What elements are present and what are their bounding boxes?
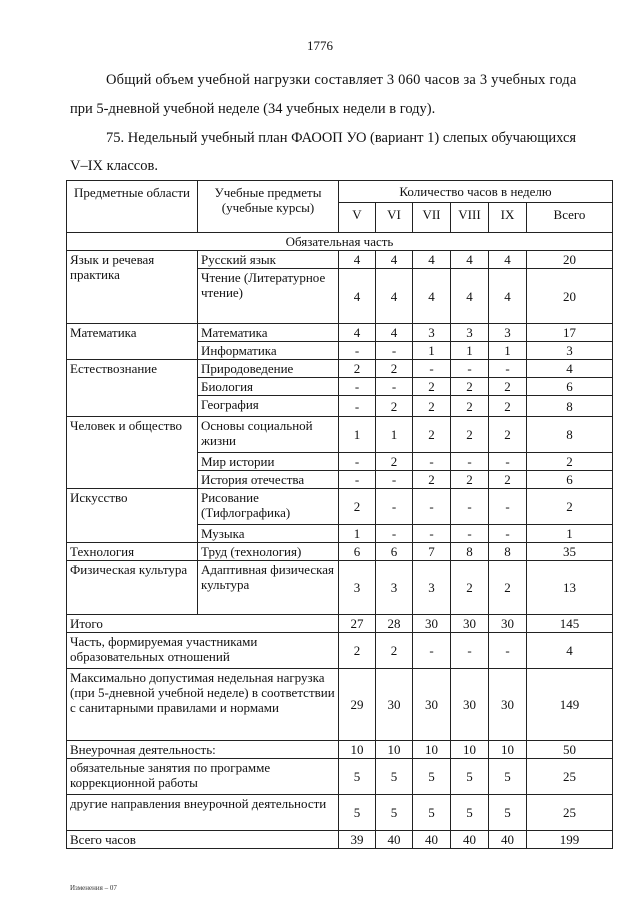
paragraph-plan-title-line1: 75. Недельный учебный план ФАООП УО (вариант 1) слепых обучающихся — [106, 130, 577, 146]
hours-cell: 30 — [376, 669, 413, 741]
summary-row — [67, 795, 613, 831]
hours-cell: 4 — [451, 269, 489, 324]
subject-cell: Чтение (Литературное чтение) — [198, 269, 339, 324]
hours-cell: - — [413, 525, 451, 543]
subject-cell: Основы социальной жизни — [198, 417, 339, 453]
summary-row — [67, 633, 613, 669]
hours-cell: 8 — [451, 543, 489, 561]
hours-cell: - — [376, 342, 413, 360]
hours-cell: - — [339, 342, 376, 360]
hours-cell: - — [451, 489, 489, 525]
hours-cell: 3 — [339, 561, 376, 615]
paragraph-load-line1: Общий объем учебной нагрузки составляет 3 060 часов за 3 учебных года — [106, 72, 577, 88]
summary-label: другие направления внеурочной деятельности — [67, 795, 339, 831]
hours-cell: 10 — [339, 741, 376, 759]
hours-cell: 5 — [339, 759, 376, 795]
hours-cell: 8 — [489, 543, 527, 561]
hours-cell: 2 — [451, 417, 489, 453]
header-areas: Предметные области — [67, 181, 198, 233]
hours-cell: - — [339, 471, 376, 489]
hours-cell: 4 — [376, 269, 413, 324]
hours-cell: 5 — [451, 759, 489, 795]
area-cell: Технология — [67, 543, 198, 561]
hours-cell: 4 — [413, 269, 451, 324]
hours-cell: 2 — [339, 489, 376, 525]
subject-cell: Информатика — [198, 342, 339, 360]
page-number: 1776 — [307, 38, 333, 53]
hours-cell: - — [376, 378, 413, 396]
total-cell: 25 — [527, 759, 613, 795]
hours-cell: 40 — [413, 831, 451, 849]
hours-cell: 2 — [489, 396, 527, 417]
grade-ix: IX — [489, 203, 527, 233]
header-subjects: Учебные предметы (учебные курсы) — [198, 181, 339, 233]
hours-cell: 5 — [413, 759, 451, 795]
subject-cell: Математика — [198, 324, 339, 342]
hours-cell: 2 — [376, 453, 413, 471]
hours-cell: 2 — [376, 633, 413, 669]
hours-cell: 39 — [339, 831, 376, 849]
grade-vii: VII — [413, 203, 451, 233]
summary-row — [67, 759, 613, 795]
table-row — [67, 561, 613, 615]
footer-revision-note: Изменения – 07 — [70, 884, 117, 892]
hours-cell: 2 — [451, 396, 489, 417]
total-cell: 6 — [527, 471, 613, 489]
hours-cell: 1 — [451, 342, 489, 360]
hours-cell: - — [413, 489, 451, 525]
hours-cell: - — [376, 471, 413, 489]
total-cell: 17 — [527, 324, 613, 342]
hours-cell: 2 — [451, 378, 489, 396]
hours-cell: 2 — [376, 396, 413, 417]
hours-cell: - — [489, 453, 527, 471]
subject-cell: Труд (технология) — [198, 543, 339, 561]
hours-cell: 2 — [489, 417, 527, 453]
table-row — [67, 417, 613, 453]
hours-cell: 5 — [376, 795, 413, 831]
table-row — [67, 324, 613, 342]
summary-label: Внеурочная деятельность: — [67, 741, 339, 759]
hours-cell: 30 — [451, 615, 489, 633]
summary-label: Всего часов — [67, 831, 339, 849]
hours-cell: 2 — [339, 360, 376, 378]
hours-cell: 6 — [376, 543, 413, 561]
hours-cell: 2 — [489, 471, 527, 489]
area-cell: Искусство — [67, 489, 198, 543]
hours-cell: 4 — [451, 251, 489, 269]
total-cell: 199 — [527, 831, 613, 849]
hours-cell: 4 — [489, 251, 527, 269]
hours-cell: - — [451, 633, 489, 669]
hours-cell: 7 — [413, 543, 451, 561]
hours-cell: 40 — [451, 831, 489, 849]
table-row — [67, 543, 613, 561]
grade-vi: VI — [376, 203, 413, 233]
hours-cell: 4 — [489, 269, 527, 324]
total-cell: 25 — [527, 795, 613, 831]
hours-cell: 30 — [489, 669, 527, 741]
summary-row — [67, 741, 613, 759]
hours-cell: 2 — [413, 471, 451, 489]
hours-cell: 10 — [413, 741, 451, 759]
hours-cell: 30 — [413, 615, 451, 633]
hours-cell: 29 — [339, 669, 376, 741]
hours-cell: 2 — [413, 396, 451, 417]
total-cell: 4 — [527, 360, 613, 378]
hours-cell: 2 — [451, 471, 489, 489]
header-row — [67, 181, 613, 203]
hours-cell: 1 — [413, 342, 451, 360]
hours-cell: 5 — [413, 795, 451, 831]
hours-cell: 1 — [376, 417, 413, 453]
hours-cell: 2 — [489, 561, 527, 615]
table-row — [67, 360, 613, 378]
subject-cell: География — [198, 396, 339, 417]
hours-cell: 40 — [489, 831, 527, 849]
total-cell: 50 — [527, 741, 613, 759]
hours-cell: 4 — [376, 251, 413, 269]
hours-cell: 27 — [339, 615, 376, 633]
hours-cell: 5 — [451, 795, 489, 831]
hours-cell: 10 — [451, 741, 489, 759]
total-cell: 20 — [527, 251, 613, 269]
hours-cell: - — [489, 489, 527, 525]
subject-cell: Русский язык — [198, 251, 339, 269]
hours-cell: 3 — [413, 561, 451, 615]
hours-cell: 5 — [339, 795, 376, 831]
hours-cell: 3 — [413, 324, 451, 342]
hours-cell: 3 — [451, 324, 489, 342]
hours-cell: 4 — [339, 269, 376, 324]
hours-cell: 4 — [339, 324, 376, 342]
header-hours: Количество часов в неделю — [339, 181, 613, 203]
hours-cell: 2 — [489, 378, 527, 396]
total-cell: 3 — [527, 342, 613, 360]
total-cell: 2 — [527, 489, 613, 525]
hours-cell: 5 — [376, 759, 413, 795]
hours-cell: 28 — [376, 615, 413, 633]
subject-cell: Природоведение — [198, 360, 339, 378]
subject-cell: Рисование (Тифлографика) — [198, 489, 339, 525]
total-cell: 145 — [527, 615, 613, 633]
subject-cell: Музыка — [198, 525, 339, 543]
summary-label: Часть, формируемая участниками образовательных отношений — [67, 633, 339, 669]
subject-cell: Адаптивная физическая культура — [198, 561, 339, 615]
total-cell: 2 — [527, 453, 613, 471]
hours-cell: 2 — [451, 561, 489, 615]
hours-cell: 10 — [376, 741, 413, 759]
hours-cell: 4 — [339, 251, 376, 269]
hours-cell: - — [376, 489, 413, 525]
hours-cell: 30 — [451, 669, 489, 741]
hours-cell: - — [376, 525, 413, 543]
summary-label: обязательные занятия по программе коррекционной работы — [67, 759, 339, 795]
hours-cell: - — [451, 525, 489, 543]
summary-label: Максимально допустимая недельная нагрузка (при 5-дневной учебной неделе) в соответствии с санитарными правилами и нормами — [67, 669, 339, 741]
hours-cell: 30 — [489, 615, 527, 633]
total-cell: 35 — [527, 543, 613, 561]
paragraph-load-line2: при 5-дневной учебной неделе (34 учебных недели в году). — [70, 101, 436, 117]
hours-cell: - — [451, 360, 489, 378]
hours-cell: 1 — [339, 525, 376, 543]
hours-cell: - — [339, 378, 376, 396]
hours-cell: 1 — [489, 342, 527, 360]
total-cell: 8 — [527, 396, 613, 417]
total-cell: 8 — [527, 417, 613, 453]
hours-cell: - — [451, 453, 489, 471]
summary-row — [67, 669, 613, 741]
hours-cell: 4 — [413, 251, 451, 269]
total-cell: 149 — [527, 669, 613, 741]
subject-cell: Мир истории — [198, 453, 339, 471]
hours-cell: 3 — [376, 561, 413, 615]
area-cell: Математика — [67, 324, 198, 360]
grade-v: V — [339, 203, 376, 233]
hours-cell: 30 — [413, 669, 451, 741]
area-cell: Язык и речевая практика — [67, 251, 198, 324]
hours-cell: 10 — [489, 741, 527, 759]
section-mandatory: Обязательная часть — [67, 233, 613, 251]
hours-cell: - — [339, 396, 376, 417]
hours-cell: - — [339, 453, 376, 471]
hours-cell: 2 — [376, 360, 413, 378]
weekly-curriculum-table — [66, 180, 613, 849]
area-cell: Человек и общество — [67, 417, 198, 489]
total-cell: 20 — [527, 269, 613, 324]
hours-cell: - — [489, 525, 527, 543]
grade-total: Всего — [527, 203, 613, 233]
hours-cell: 40 — [376, 831, 413, 849]
hours-cell: - — [413, 360, 451, 378]
total-cell: 13 — [527, 561, 613, 615]
hours-cell: 4 — [376, 324, 413, 342]
subject-cell: История отечества — [198, 471, 339, 489]
table-row — [67, 251, 613, 269]
hours-cell: 5 — [489, 795, 527, 831]
hours-cell: - — [413, 633, 451, 669]
summary-row — [67, 831, 613, 849]
total-cell: 1 — [527, 525, 613, 543]
area-cell: Естествознание — [67, 360, 198, 417]
table-row — [67, 489, 613, 525]
hours-cell: 5 — [489, 759, 527, 795]
summary-row — [67, 615, 613, 633]
total-cell: 4 — [527, 633, 613, 669]
subject-cell: Биология — [198, 378, 339, 396]
hours-cell: 1 — [339, 417, 376, 453]
hours-cell: 3 — [489, 324, 527, 342]
hours-cell: - — [489, 360, 527, 378]
summary-label: Итого — [67, 615, 339, 633]
total-cell: 6 — [527, 378, 613, 396]
hours-cell: - — [489, 633, 527, 669]
hours-cell: 2 — [339, 633, 376, 669]
hours-cell: 2 — [413, 378, 451, 396]
grade-viii: VIII — [451, 203, 489, 233]
hours-cell: - — [413, 453, 451, 471]
section-row — [67, 233, 613, 251]
hours-cell: 6 — [339, 543, 376, 561]
paragraph-plan-title-line2: V–IX классов. — [70, 158, 158, 174]
hours-cell: 2 — [413, 417, 451, 453]
area-cell: Физическая культура — [67, 561, 198, 615]
